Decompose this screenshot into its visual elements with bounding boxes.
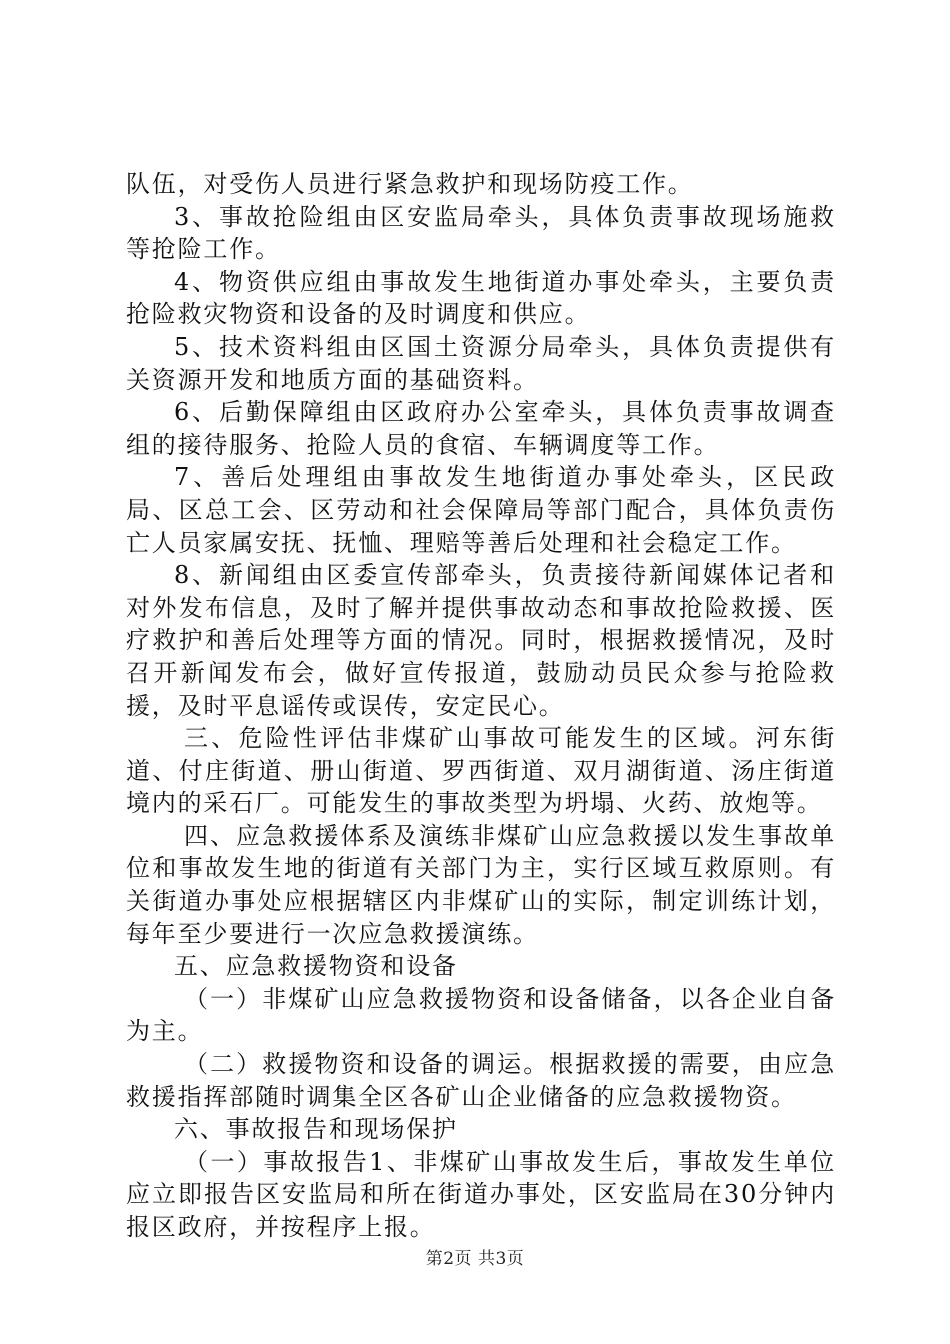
paragraph-item-5: 5、技术资料组由区国土资源分局牵头，具体负责提供有关资源开发和地质方面的基础资料。 xyxy=(126,332,836,394)
section-4-rescue-system: 四、应急救援体系及演练非煤矿山应急救援以发生事故单位和事故发生地的街道有关部门为主，实行区域互救原则。有关街道办事处应根据辖区内非煤矿山的实际，制定训练计划，每年至少要进行一次应急救援演练。 xyxy=(126,821,836,948)
paragraph-item-8: 8、新闻组由区委宣传部牵头，负责接待新闻媒体记者和对外发布信息，及时了解并提供事故动态和事故抢险救援、医疗救护和善后处理等方面的情况。同时，根据救援情况，及时召开新闻发布会，做好宣传报道，鼓励动员民众参与抢险救援，及时平息谣传或误传，安定民心。 xyxy=(126,561,836,720)
section-5-item-2: （二）救援物资和设备的调运。根据救援的需要，由应急救援指挥部随时调集全区各矿山企业储备的应急救援物资。 xyxy=(126,1050,836,1111)
page-number-footer: 第2页 共3页 xyxy=(425,1249,525,1269)
section-5-item-1: （一）非煤矿山应急救援物资和设备储备，以各企业自备为主。 xyxy=(126,984,836,1046)
section-6-item-1: （一）事故报告1、非煤矿山事故发生后，事故发生单位应立即报告区安监局和所在街道办事处，区安监局在30分钟内报区政府，并按程序上报。 xyxy=(126,1147,836,1241)
paragraph-item-3: 3、事故抢险组由区安监局牵头，具体负责事故现场施救等抢险工作。 xyxy=(126,202,836,264)
paragraph-item-6: 6、后勤保障组由区政府办公室牵头，具体负责事故调查组的接待服务、抢险人员的食宿、车辆调度等工作。 xyxy=(126,398,836,459)
paragraph-item-7: 7、善后处理组由事故发生地街道办事处牵头，区民政局、区总工会、区劳动和社会保障局等部门配合，具体负责伤亡人员家属安抚、抚恤、理赔等善后处理和社会稳定工作。 xyxy=(126,463,836,557)
section-3-risk-assessment: 三、危险性评估非煤矿山事故可能发生的区域。河东街道、付庄街道、册山街道、罗西街道、双月湖街道、汤庄街道境内的采石厂。可能发生的事故类型为坍塌、火药、放炮等。 xyxy=(126,724,836,818)
section-5-heading: 五、应急救援物资和设备 xyxy=(174,952,458,981)
paragraph-item-4: 4、物资供应组由事故发生地街道办事处牵头，主要负责抢险救灾物资和设备的及时调度和供应。 xyxy=(126,267,836,329)
document-body xyxy=(126,168,836,1244)
section-6-heading: 六、事故报告和现场保护 xyxy=(174,1115,458,1144)
paragraph-continuation: 队伍，对受伤人员进行紧急救护和现场防疫工作。 xyxy=(126,170,694,198)
